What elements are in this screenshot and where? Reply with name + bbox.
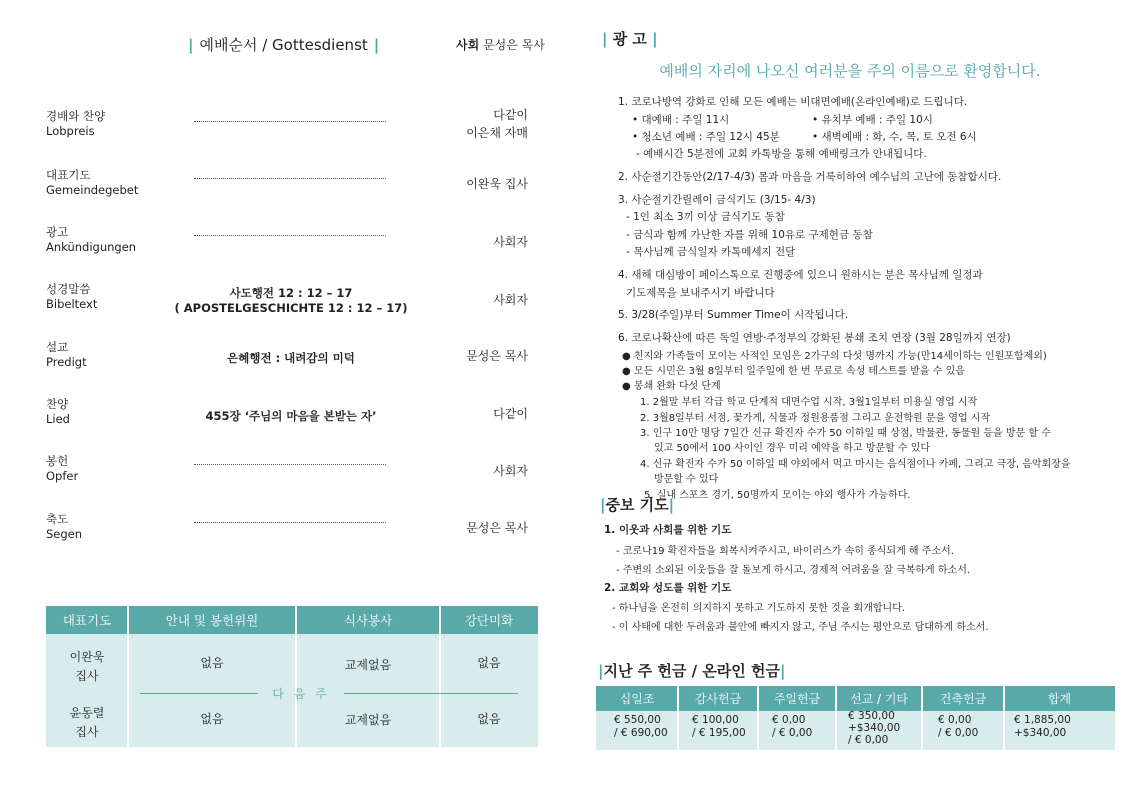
- duty-cell: 없음: [477, 656, 501, 670]
- offering-header: 건축헌금: [922, 686, 1004, 711]
- duty-cell: 없음: [200, 656, 224, 670]
- announcement-subitem: • 유치부 예배 : 주일 10시: [812, 114, 933, 126]
- order-right: 사회자: [493, 293, 528, 307]
- prayer-item: - 코로나19 확진자들을 회복시켜주시고, 바이러스가 속히 종식되게 해 주소서.: [616, 546, 954, 557]
- sermon-title: 은혜행전 : 내려감의 미덕: [227, 351, 355, 365]
- announcement-subitem: • 대예배 : 주일 11시: [632, 114, 730, 126]
- order-de: Segen: [46, 527, 83, 541]
- worship-order-title-text: 예배순서 / Gottesdienst: [199, 36, 368, 54]
- prayer-item: - 주변의 소외된 이웃들을 잘 돌보게 하시고, 경제적 어려움을 잘 극복하게 하소서.: [616, 565, 971, 576]
- order-right: 문성은 목사: [466, 521, 528, 535]
- announcement-step: 1. 2월말 부터 각급 학교 단계적 대면수업 시작, 3월1일부터 미용실 영업 시작: [640, 397, 978, 408]
- prayer-item: - 하나님을 온전히 의지하지 못하고 기도하지 못한 것을 회개합니다.: [612, 603, 906, 614]
- offering-table: [596, 686, 1115, 750]
- dotted-leader: [194, 230, 386, 236]
- next-week-line: [344, 693, 518, 694]
- announcement-item: 3. 사순절기간릴레이 금식기도 (3/15- 4/3): [618, 194, 816, 206]
- title-bar-left: |: [598, 662, 604, 680]
- prayer-item: - 이 사태에 대한 두려움과 불안에 빠지지 않고, 주님 주시는 평안으로 담대하게 하소서.: [612, 622, 989, 633]
- leader-name: 문성은 목사: [483, 38, 545, 52]
- order-ko: 광고: [46, 225, 69, 239]
- duty-header: 안내 및 봉헌위원: [128, 606, 296, 634]
- announcement-bullet: ● 봉쇄 완화 다섯 단계: [622, 381, 721, 392]
- offering-divider: [677, 686, 679, 750]
- scripture-ref-german: ( APOSTELGESCHICHTE 12 : 12 – 17): [174, 301, 408, 315]
- announcement-step-cont: 방문할 수 있다: [654, 474, 719, 485]
- duty-header: 대표기도: [46, 606, 128, 634]
- service-duty-table: [46, 606, 538, 747]
- hymn-title: 455장 ‘주님의 마음을 본받는 자’: [205, 409, 377, 423]
- order-right-2: 이은채 자매: [466, 126, 528, 140]
- scripture-ref: 사도행전 12 : 12 – 17: [229, 286, 353, 300]
- order-right: 다같이: [493, 108, 528, 122]
- order-de: Lied: [46, 412, 70, 426]
- order-de: Ankündigungen: [46, 240, 137, 254]
- order-right: 이완욱 집사: [466, 177, 528, 191]
- order-right: 사회자: [493, 235, 528, 249]
- order-right: 다같이: [493, 407, 528, 421]
- order-ko: 대표기도: [46, 168, 91, 182]
- offering-value-total: € 1,885,00 +$340,00: [1014, 714, 1071, 739]
- announcements-title: [602, 28, 658, 49]
- dotted-leader: [194, 173, 386, 179]
- worship-leader: [456, 36, 545, 53]
- offering-value-thanks: € 100,00 / € 195,00: [692, 714, 746, 739]
- offering-title: [598, 660, 785, 681]
- order-row-prayer: [46, 167, 536, 207]
- prayer-heading: 2. 교회와 성도를 위한 기도: [604, 582, 732, 594]
- offering-divider: [757, 686, 759, 750]
- offering-divider: [1003, 686, 1005, 750]
- title-bar-right: |: [373, 36, 380, 54]
- next-week-label: 다 음 주: [272, 687, 330, 701]
- order-right: 사회자: [493, 464, 528, 478]
- duty-cell: 교제없음: [344, 713, 392, 727]
- offering-header: 합계: [1004, 686, 1115, 711]
- duty-cell: 없음: [200, 712, 224, 726]
- offering-value-mission: € 350,00 +$340,00 / € 0,00: [848, 710, 901, 746]
- offering-divider: [835, 686, 837, 750]
- leader-label: 사회: [456, 38, 480, 52]
- order-ko: 봉헌: [46, 454, 69, 468]
- duty-header: 식사봉사: [296, 606, 440, 634]
- announcement-item-cont: 기도제목을 보내주시기 바랍니다: [626, 287, 775, 299]
- offering-value-building: € 0,00 / € 0,00: [938, 714, 979, 739]
- order-row-scripture: [46, 281, 536, 321]
- announcement-step-cont: 있고 50에서 100 사이인 경우 미리 예약을 하고 방문할 수 있다: [654, 443, 931, 454]
- prayer-heading: 1. 이웃과 사회를 위한 기도: [604, 524, 732, 536]
- welcome-message: 예배의 자리에 나오신 여러분을 주의 이름으로 환영합니다.: [659, 62, 1041, 80]
- order-row-hymn: [46, 396, 536, 436]
- announcement-step: 2. 3월8일부터 서점, 꽃가게, 식물과 정원용품점 그리고 운전학원 문을 영업 시작: [640, 413, 991, 424]
- announcement-subitem: • 청소년 예배 : 주일 12시 45분: [632, 131, 780, 143]
- dotted-leader: [194, 116, 386, 122]
- announcement-item: 5. 3/28(주일)부터 Summer Time이 시작됩니다.: [618, 309, 849, 321]
- order-ko: 경배와 찬양: [46, 109, 106, 123]
- offering-divider: [921, 686, 923, 750]
- announcement-subitem: - 금식과 함께 가난한 자를 위해 10유로 구제헌금 동참: [626, 229, 873, 241]
- offering-value-tithe: € 550,00 / € 690,00: [614, 714, 668, 739]
- duty-cell: 교제없음: [344, 658, 392, 672]
- order-right: 문성은 목사: [466, 349, 528, 363]
- title-bar-right: |: [668, 496, 675, 514]
- title-bar-right: |: [652, 30, 658, 48]
- order-row-offering: [46, 453, 536, 493]
- worship-order-title: [188, 34, 398, 55]
- order-de: Gemeindegebet: [46, 183, 139, 197]
- offering-title-text: 지난 주 헌금 / 온라인 헌금: [603, 662, 780, 680]
- announcement-item: 6. 코로나확산에 따른 독일 연방·주정부의 강화된 봉쇄 조치 연장 (3월 28일까지 연장): [618, 332, 1011, 344]
- announcement-item: 4. 새해 대심방이 페이스톡으로 진행중에 있으니 원하시는 분은 목사님께 일정과: [618, 269, 983, 281]
- title-bar-left: |: [602, 30, 608, 48]
- order-row-announcements: [46, 224, 536, 264]
- announcement-subitem: - 1인 최소 3끼 이상 금식기도 동참: [626, 211, 785, 223]
- order-de: Opfer: [46, 469, 79, 483]
- intercession-title-text: 중보 기도: [605, 496, 669, 514]
- order-ko: 찬양: [46, 397, 69, 411]
- dotted-leader: [194, 517, 386, 523]
- order-ko: 축도: [46, 512, 69, 526]
- duty-cell: 이완욱 집사: [69, 650, 105, 683]
- announcement-step: 4. 신규 확진자 수가 50 이하일 때 야외에서 먹고 마시는 음식점이나 카페, 그리고 극장, 음악회장을: [640, 459, 1071, 470]
- order-de: Lobpreis: [46, 124, 95, 138]
- offering-header: 십일조: [596, 686, 678, 711]
- next-week-line: [140, 693, 258, 694]
- duty-header: 강단미화: [440, 606, 538, 634]
- announcement-bullet: ● 모든 시민은 3월 8일부터 일주일에 한 번 무료로 속성 테스트를 받을 수 있음: [622, 366, 965, 377]
- announcement-step: 3. 인구 10만 명당 7일간 신규 확진자 수가 50 이하일 때 상점, 박물관, 동물원 등을 방문 할 수: [640, 428, 1051, 439]
- offering-header: 주일헌금: [758, 686, 836, 711]
- intercession-title: [600, 494, 674, 515]
- order-ko: 설교: [46, 340, 69, 354]
- announcement-subitem: • 새벽예배 : 화, 수, 목, 토 오전 6시: [812, 131, 977, 143]
- announcement-subitem: - 예배시간 5분전에 교회 카톡방을 통해 예배링크가 안내됩니다.: [636, 148, 927, 160]
- duty-cell: 없음: [477, 712, 501, 726]
- dotted-leader: [194, 459, 386, 465]
- offering-header: 감사헌금: [678, 686, 758, 711]
- order-row-sermon: [46, 339, 536, 379]
- title-bar-left: |: [188, 36, 194, 54]
- title-bar-right: |: [779, 662, 786, 680]
- announcement-subitem: - 목사님께 금식일자 카톡메세지 전달: [626, 246, 796, 258]
- announcement-step: 5. 실내 스포츠 경기, 50명까지 모이는 야외 행사가 가능하다.: [644, 490, 911, 501]
- offering-header: 선교 / 기타: [836, 686, 922, 711]
- announcement-bullet: ● 친지와 가족들이 모이는 사적인 모임은 2가구의 다섯 명까지 가능(만14세이하는 인원포함제외): [622, 351, 1047, 362]
- order-row-blessing: [46, 511, 536, 551]
- duty-cell: 윤동렬 집사: [69, 706, 105, 739]
- order-row-praise: [46, 108, 536, 148]
- announcements-title-text: 광 고: [612, 30, 647, 48]
- order-de: Bibeltext: [46, 297, 98, 311]
- order-de: Predigt: [46, 355, 87, 369]
- announcement-item: 2. 사순절기간동안(2/17-4/3) 몸과 마음을 거룩히하여 예수님의 고난에 동참합시다.: [618, 171, 1002, 183]
- offering-value-sunday: € 0,00 / € 0,00: [772, 714, 813, 739]
- announcement-item: 1. 코로나방역 강화로 인해 모든 예배는 비대면예배(온라인예배)로 드립니다.: [618, 96, 968, 108]
- title-bar-left: |: [600, 496, 606, 514]
- order-ko: 성경말씀: [46, 282, 91, 296]
